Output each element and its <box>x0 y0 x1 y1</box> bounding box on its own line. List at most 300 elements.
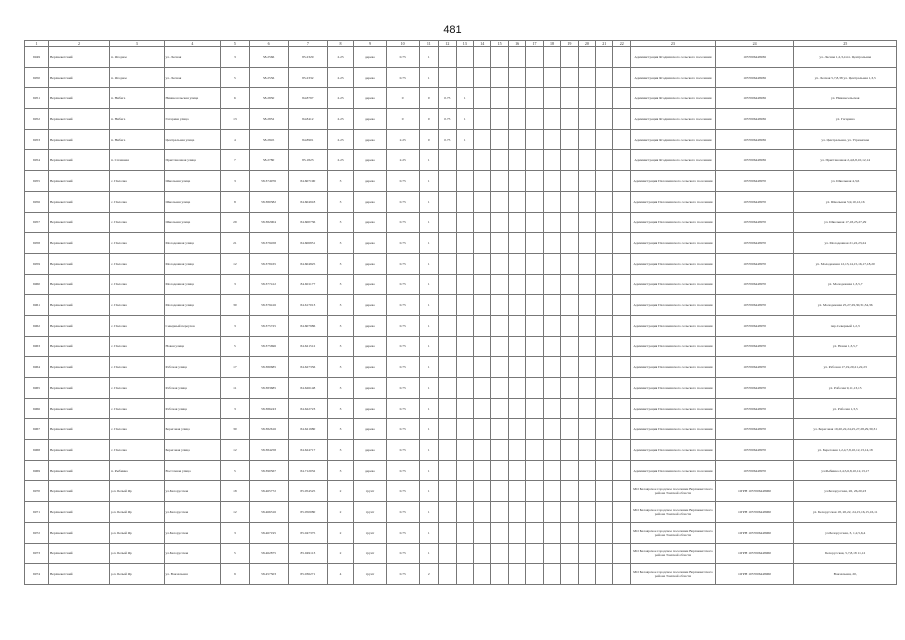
table-cell: 6968 <box>25 440 49 461</box>
table-cell: 1057006448936 <box>715 67 793 88</box>
table-cell <box>456 481 473 502</box>
table-cell <box>578 460 595 481</box>
table-cell: 1057006448970 <box>715 336 793 357</box>
table-cell: с. Палочка <box>110 191 165 212</box>
table-cell: Администрация Палочкинского сельского поселения <box>630 398 715 419</box>
table-cell: ул. Молодежная 12,13,14,15,16,17,18,20 <box>794 253 897 274</box>
table-cell: грунт <box>354 502 387 523</box>
column-header: 1 <box>25 41 49 47</box>
table-cell: Верхнекетский <box>48 253 109 274</box>
table-cell: 29 <box>221 212 249 233</box>
table-cell: ул. Нижнесельская <box>794 88 897 109</box>
table-cell: 3 <box>327 419 353 440</box>
table-cell <box>491 543 508 564</box>
table-cell: 5 <box>221 460 249 481</box>
table-cell: р.п. Белый Яр <box>110 522 165 543</box>
table-cell <box>491 191 508 212</box>
table-cell <box>473 398 490 419</box>
table-cell: 1057006448970 <box>715 440 793 461</box>
table-cell: 58.378165 <box>249 253 288 274</box>
table-cell <box>473 295 490 316</box>
table-cell: 3 <box>327 357 353 378</box>
table-cell: ул.Белорусская, 26, 26,20,23 <box>794 481 897 502</box>
table-cell <box>439 171 456 192</box>
table-cell: Приставочная улица <box>164 150 221 171</box>
table-cell: р.п. Белый Яр <box>110 481 165 502</box>
table-cell: 0 <box>386 109 419 130</box>
table-cell: Белорусская, 5,7,8,18 11,12 <box>794 543 897 564</box>
table-cell: ул. Береговая 19,20,22,24,25,27,28,29,30,31 <box>794 419 897 440</box>
table-cell: 1 <box>456 129 473 150</box>
table-cell: п. Нибега <box>110 88 165 109</box>
table-cell <box>439 274 456 295</box>
table-cell: 1057006448970 <box>715 171 793 192</box>
column-header: 16 <box>508 41 525 47</box>
table-cell: 58.390567 <box>249 460 288 481</box>
table-cell <box>561 88 578 109</box>
table-cell: 84.712032 <box>288 460 327 481</box>
table-cell <box>526 109 543 130</box>
table-cell: 58.2845 <box>249 129 288 150</box>
table-cell: 1057006448970 <box>715 274 793 295</box>
table-cell <box>596 378 613 399</box>
table-cell <box>613 502 630 523</box>
table-cell: Администрация Ягоднинского сельского поселения <box>630 67 715 88</box>
table-cell <box>578 212 595 233</box>
table-cell <box>613 274 630 295</box>
table-cell: 0.75 <box>386 419 419 440</box>
table-cell <box>543 88 560 109</box>
table-row <box>25 233 897 254</box>
table-cell <box>526 336 543 357</box>
table-cell: дерево <box>354 109 387 130</box>
table-cell: Администрация Ягоднинского сельского поселения <box>630 47 715 68</box>
table-cell <box>491 47 508 68</box>
table-cell: 58.383685 <box>249 378 288 399</box>
table-cell: ОГРН 1057006448960 <box>715 522 793 543</box>
table-cell: Администрация Ягоднинского сельского поселения <box>630 129 715 150</box>
table-cell: 58.2780 <box>249 150 288 171</box>
table-cell: 4 <box>221 129 249 150</box>
table-cell: 0.75 <box>439 109 456 130</box>
table-cell <box>526 419 543 440</box>
table-cell <box>596 233 613 254</box>
table-cell <box>456 171 473 192</box>
table-cell: ул. Гагарина <box>794 109 897 130</box>
table-cell <box>439 336 456 357</box>
table-cell: 1057006448936 <box>715 150 793 171</box>
table-cell <box>561 378 578 399</box>
table-cell <box>613 460 630 481</box>
table-cell: 2.25 <box>327 47 353 68</box>
table-cell <box>456 440 473 461</box>
table-cell <box>613 378 630 399</box>
table-cell <box>473 440 490 461</box>
table-cell <box>508 212 525 233</box>
table-cell: дерево <box>354 129 387 150</box>
table-cell: с. Палочка <box>110 212 165 233</box>
table-cell: 1 <box>419 274 439 295</box>
table-cell: Верхнекетский <box>48 47 109 68</box>
table-cell <box>526 233 543 254</box>
table-cell: Верхнекетский <box>48 481 109 502</box>
table-cell: 1057006448970 <box>715 378 793 399</box>
table-cell <box>526 212 543 233</box>
table-cell: 1057006448970 <box>715 295 793 316</box>
table-cell <box>543 109 560 130</box>
table-cell: Администрация Палочкинского сельского поселения <box>630 171 715 192</box>
table-cell: 1 <box>419 171 439 192</box>
table-cell: 2 <box>419 564 439 585</box>
table-cell <box>613 419 630 440</box>
table-cell: 58.462875 <box>249 543 288 564</box>
table-cell <box>473 378 490 399</box>
table-cell: дерево <box>354 212 387 233</box>
table-cell: 2 <box>327 543 353 564</box>
table-cell: 84.606851 <box>288 233 327 254</box>
table-cell <box>491 564 508 585</box>
table-cell <box>526 460 543 481</box>
table-cell <box>508 357 525 378</box>
table-cell: 6959 <box>25 253 49 274</box>
table-cell <box>543 171 560 192</box>
table-cell <box>578 171 595 192</box>
table-cell: 84.604918 <box>288 191 327 212</box>
table-cell: 0.75 <box>386 522 419 543</box>
table-cell <box>613 253 630 274</box>
table-cell <box>543 440 560 461</box>
table-cell <box>526 150 543 171</box>
table-cell: Восточная улица <box>164 460 221 481</box>
table-cell: с. Палочка <box>110 233 165 254</box>
table-cell <box>561 274 578 295</box>
table-cell: 0.75 <box>386 253 419 274</box>
table-cell: ул.Белорусская <box>164 543 221 564</box>
table-cell <box>596 88 613 109</box>
table-cell: Администрация Палочкинского сельского поселения <box>630 295 715 316</box>
table-cell: Верхнекетский <box>48 191 109 212</box>
table-cell: 0.75 <box>386 378 419 399</box>
table-cell: 1057006448936 <box>715 129 793 150</box>
table-cell <box>561 129 578 150</box>
table-cell: Администрация Палочкинского сельского поселения <box>630 233 715 254</box>
column-header: 20 <box>578 41 595 47</box>
table-cell <box>613 129 630 150</box>
table-cell <box>508 274 525 295</box>
table-cell: 85.1823 <box>288 150 327 171</box>
table-cell: 0.75 <box>386 440 419 461</box>
table-cell: Администрация Палочкинского сельского поселения <box>630 274 715 295</box>
table-cell: 1 <box>419 440 439 461</box>
table-cell <box>526 171 543 192</box>
table-cell: 0.75 <box>439 88 456 109</box>
table-row <box>25 47 897 68</box>
table-cell <box>526 522 543 543</box>
table-cell: 84.607986 <box>288 315 327 336</box>
table-cell <box>543 336 560 357</box>
table-cell: 6967 <box>25 419 49 440</box>
table-cell <box>491 212 508 233</box>
table-cell: Береговая улица <box>164 440 221 461</box>
table-cell: МО Белоярское городское поселение Верхнекетского района Томской области <box>630 481 715 502</box>
table-row <box>25 481 897 502</box>
table-cell <box>508 47 525 68</box>
table-cell: 58.377412 <box>249 274 288 295</box>
table-cell: 5 <box>221 543 249 564</box>
table-cell: 85.047375 <box>288 522 327 543</box>
column-header: 5 <box>221 41 249 47</box>
table-cell <box>613 440 630 461</box>
table-cell: дерево <box>354 171 387 192</box>
table-cell: 84.621512 <box>288 336 327 357</box>
table-cell: 3 <box>221 274 249 295</box>
table-cell: р.п. Белый Яр <box>110 564 165 585</box>
table-cell: с. Палочка <box>110 274 165 295</box>
table-cell: 1057006448970 <box>715 315 793 336</box>
table-cell <box>578 502 595 523</box>
table-cell: 3 <box>221 47 249 68</box>
table-cell <box>473 253 490 274</box>
table-cell: Верхнекетский <box>48 233 109 254</box>
table-row <box>25 336 897 357</box>
table-cell: 2.25 <box>386 150 419 171</box>
table-cell: 0.75 <box>386 398 419 419</box>
table-cell: 3 <box>327 274 353 295</box>
table-cell: п. Сплавная <box>110 150 165 171</box>
table-cell: ул. Белорусская 18, 20,22, 24,15,16,15,16,11 <box>794 502 897 523</box>
column-header: 4 <box>164 41 221 47</box>
table-cell: 58.457503 <box>249 564 288 585</box>
table-cell <box>491 398 508 419</box>
table-cell <box>578 191 595 212</box>
table-row <box>25 129 897 150</box>
table-row <box>25 398 897 419</box>
table-cell <box>456 233 473 254</box>
table-cell: 0.75 <box>386 67 419 88</box>
table-cell: 1057006448936 <box>715 88 793 109</box>
table-cell: 58.382616 <box>249 419 288 440</box>
table-cell: 58.375725 <box>249 315 288 336</box>
table-cell: 6954 <box>25 150 49 171</box>
table-cell: с. Палочка <box>110 357 165 378</box>
table-cell <box>613 522 630 543</box>
column-header: 13 <box>456 41 473 47</box>
table-cell: 6974 <box>25 564 49 585</box>
table-cell: 1 <box>419 502 439 523</box>
table-cell: 58.467195 <box>249 522 288 543</box>
column-header: 8 <box>327 41 353 47</box>
table-cell <box>473 419 490 440</box>
table-cell <box>526 295 543 316</box>
table-row <box>25 378 897 399</box>
table-cell <box>543 522 560 543</box>
table-cell: 6949 <box>25 47 49 68</box>
table-cell: 1057006448970 <box>715 212 793 233</box>
table-cell: с. Палочка <box>110 378 165 399</box>
table-cell <box>491 522 508 543</box>
table-cell <box>473 357 490 378</box>
table-cell <box>473 67 490 88</box>
table-cell <box>543 67 560 88</box>
table-cell <box>508 129 525 150</box>
table-cell <box>526 253 543 274</box>
table-cell <box>473 564 490 585</box>
table-cell <box>439 481 456 502</box>
table-cell: Нижнесельская улица <box>164 88 221 109</box>
table-cell: 2.25 <box>327 88 353 109</box>
table-cell: 84.626148 <box>288 378 327 399</box>
table-cell: 85.036271 <box>288 564 327 585</box>
table-cell <box>456 315 473 336</box>
table-cell: дерево <box>354 419 387 440</box>
table-cell <box>456 67 473 88</box>
table-cell: 6972 <box>25 522 49 543</box>
table-cell: 1057006448970 <box>715 460 793 481</box>
table-cell: 58.379458 <box>249 233 288 254</box>
table-cell <box>456 398 473 419</box>
table-cell: 1057006448970 <box>715 357 793 378</box>
page-number: 481 <box>443 24 462 36</box>
table-cell: 58.375696 <box>249 336 288 357</box>
column-header: 7 <box>288 41 327 47</box>
table-cell <box>561 440 578 461</box>
table-cell: 1 <box>456 109 473 130</box>
table-cell: МО Белоярское городское поселение Верхнекетского района Томской области <box>630 564 715 585</box>
table-cell: 8 <box>221 191 249 212</box>
table-cell: ул.Белорусская <box>164 481 221 502</box>
table-cell <box>596 67 613 88</box>
table-cell: 58.2852 <box>249 109 288 130</box>
table-cell <box>456 295 473 316</box>
table-cell <box>613 398 630 419</box>
table-row <box>25 191 897 212</box>
table-cell <box>578 274 595 295</box>
table-cell <box>578 564 595 585</box>
table-cell: 0.75 <box>386 543 419 564</box>
table-cell <box>578 481 595 502</box>
table-cell: Молодежная улица <box>164 233 221 254</box>
table-cell: 6958 <box>25 233 49 254</box>
table-row <box>25 502 897 523</box>
table-row <box>25 419 897 440</box>
table-row <box>25 150 897 171</box>
table-cell <box>473 129 490 150</box>
table-cell: ОГРН 1057006448960 <box>715 502 793 523</box>
table-cell <box>473 502 490 523</box>
table-cell: Школьная улица <box>164 191 221 212</box>
table-cell: 1057006448970 <box>715 233 793 254</box>
table-cell <box>596 481 613 502</box>
table-cell <box>491 460 508 481</box>
table-cell: 1 <box>419 378 439 399</box>
table-cell: Верхнекетский <box>48 378 109 399</box>
table-cell: дерево <box>354 440 387 461</box>
table-cell: Школьная улица <box>164 171 221 192</box>
table-cell: 1057006448970 <box>715 419 793 440</box>
table-cell: 21 <box>221 233 249 254</box>
table-cell: 2.25 <box>327 67 353 88</box>
table-cell <box>543 398 560 419</box>
table-cell: ОГРН 1057006448960 <box>715 481 793 502</box>
table-cell: Верхнекетский <box>48 398 109 419</box>
table-cell: 6971 <box>25 502 49 523</box>
table-cell <box>439 253 456 274</box>
table-cell: 1 <box>419 336 439 357</box>
table-cell <box>578 378 595 399</box>
table-cell: 58.379416 <box>249 295 288 316</box>
table-cell <box>596 564 613 585</box>
table-cell <box>473 522 490 543</box>
table-cell: 0.75 <box>386 357 419 378</box>
table-cell: 1 <box>419 543 439 564</box>
table-cell <box>508 481 525 502</box>
table-cell: 2.25 <box>327 109 353 130</box>
table-cell <box>543 378 560 399</box>
table-cell <box>439 295 456 316</box>
table-cell: дерево <box>354 336 387 357</box>
table-cell: 58.380685 <box>249 357 288 378</box>
table-cell <box>561 357 578 378</box>
table-cell: Молодежная улица <box>164 295 221 316</box>
column-header: 9 <box>354 41 387 47</box>
table-cell: 0.75 <box>386 191 419 212</box>
table-cell: 3 <box>327 233 353 254</box>
table-cell: Администрация Палочкинского сельского поселения <box>630 212 715 233</box>
table-cell <box>596 253 613 274</box>
table-cell <box>526 88 543 109</box>
table-cell: ул. Молодежная 1,3,5,7 <box>794 274 897 295</box>
table-cell: Верхнекетский <box>48 129 109 150</box>
table-cell: с. Палочка <box>110 171 165 192</box>
table-cell <box>543 502 560 523</box>
table-cell: 3 <box>327 440 353 461</box>
table-cell: 1 <box>419 150 439 171</box>
table-cell <box>508 522 525 543</box>
table-cell <box>439 419 456 440</box>
table-cell <box>596 543 613 564</box>
table-cell <box>543 564 560 585</box>
table-cell: ул.Белорусская <box>164 522 221 543</box>
table-cell: Верхнекетский <box>48 274 109 295</box>
table-cell <box>596 315 613 336</box>
table-cell <box>508 502 525 523</box>
table-cell: ул. Рабочая 17,19,20,21,22,23 <box>794 357 897 378</box>
table-cell <box>439 315 456 336</box>
table-row <box>25 253 897 274</box>
table-cell: 5 <box>221 67 249 88</box>
table-cell: Администрация Ягоднинского сельского поселения <box>630 88 715 109</box>
table-cell <box>491 295 508 316</box>
table-cell: ул. Рабочая 9,11,13,15 <box>794 378 897 399</box>
table-cell <box>491 109 508 130</box>
table-cell <box>561 564 578 585</box>
table-cell: 58.466316 <box>249 502 288 523</box>
table-cell: ОГРН 1057006448960 <box>715 564 793 585</box>
table-cell <box>508 336 525 357</box>
table-cell <box>561 171 578 192</box>
table-cell <box>561 253 578 274</box>
table-cell: Верхнекетский <box>48 522 109 543</box>
table-cell <box>456 543 473 564</box>
table-cell: 2 <box>327 502 353 523</box>
table-cell: 58.384258 <box>249 440 288 461</box>
table-cell <box>613 543 630 564</box>
table-cell <box>439 564 456 585</box>
table-cell: дерево <box>354 88 387 109</box>
table-cell: 0.75 <box>386 481 419 502</box>
table-cell: Рабочая улица <box>164 357 221 378</box>
table-cell: 6960 <box>25 274 49 295</box>
